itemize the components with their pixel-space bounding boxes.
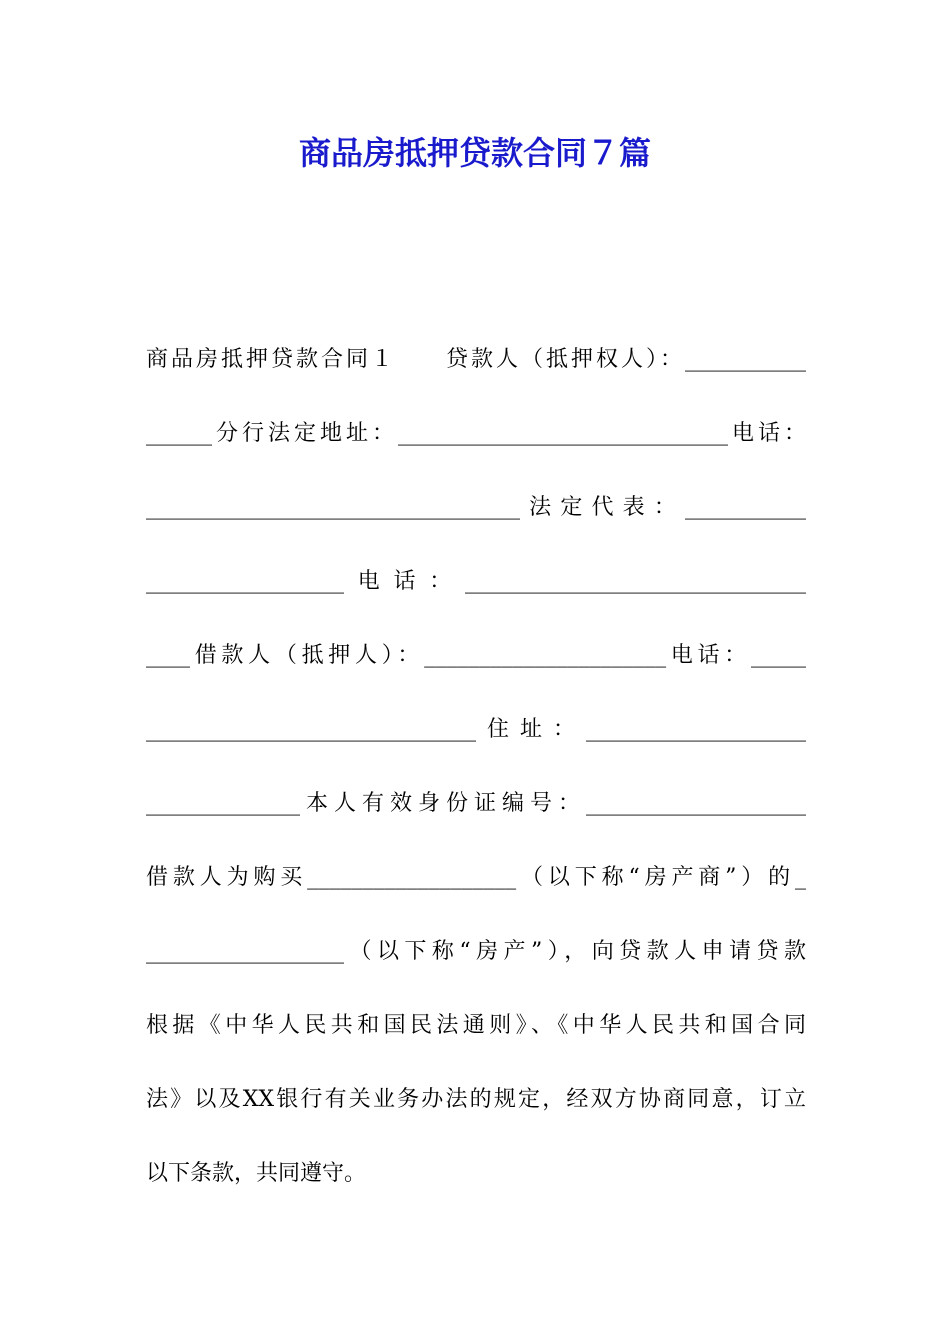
body-line: __________________________________法定代表：___________ (146, 495, 806, 520)
body-line: ______分行法定地址：______________________________电话： (146, 421, 806, 446)
body-line: 根据《中华人民共和国民法通则》、《中华人民共和国合同 (146, 1013, 806, 1038)
body-line: ____借款人（抵押人）：______________________电话：_____ (146, 643, 806, 668)
body-line: __________________（以下称“房产”），向贷款人申请贷款 (146, 939, 806, 964)
document-title: 商品房抵押贷款合同７篇 (298, 134, 651, 172)
body-line: 以下条款，共同遵守。 (146, 1161, 367, 1186)
body-line: ______________________________住址：____________________ (146, 717, 806, 742)
body-line: 借款人为购买___________________（以下称“房产商”）的_ (146, 865, 806, 890)
document-body (146, 323, 806, 1211)
body-line: ______________本人有效身份证编号：____________________ (146, 791, 806, 816)
body-line: __________________电话：_______________________________ (146, 569, 806, 594)
body-line: 法》以及XX银行有关业务办法的规定，经双方协商同意，订立 (146, 1087, 806, 1112)
body-line: 商品房抵押贷款合同１ 贷款人（抵押权人）：___________ (146, 347, 806, 372)
